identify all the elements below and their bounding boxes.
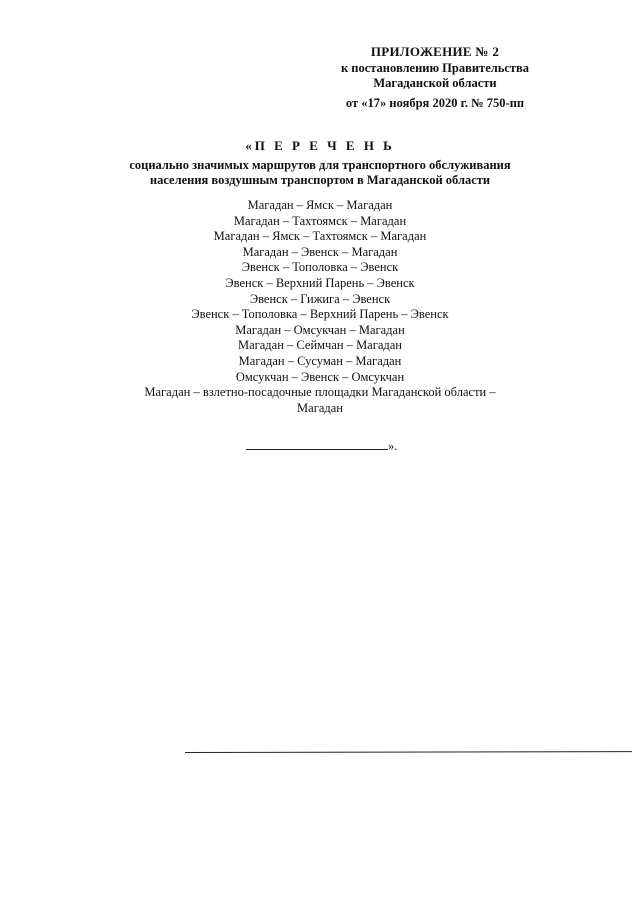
route-item: Магадан – Омсукчан – Магадан (235, 322, 405, 337)
closing-quote: ». (388, 439, 398, 453)
heading-subtitle-line-1: социально значимых маршрутов для транспортного обслуживания (129, 158, 511, 172)
heading-subtitle-line-2: населения воздушным транспортом в Магаданской области (149, 173, 491, 187)
route-item: Магадан – Сусуман – Магадан (238, 353, 402, 368)
appendix-date-line: от «17» ноября 2020 г. № 750-пп (345, 96, 525, 110)
route-item: Магадан (297, 400, 343, 415)
route-item: Магадан – Тахтоямск – Магадан (233, 213, 407, 228)
route-item: Магадан – Эвенск – Магадан (242, 244, 398, 259)
appendix-line-region: Магаданской области (373, 76, 497, 90)
route-item: Эвенск – Тополовка – Эвенск (241, 260, 399, 275)
route-item: Магадан – Сеймчан – Магадан (237, 338, 403, 353)
route-item: Эвенск – Верхний Парень – Эвенск (225, 275, 415, 290)
route-list (60, 198, 580, 416)
appendix-line-resolution: к постановлению Правительства (340, 61, 530, 75)
closing-underline (246, 438, 388, 450)
bottom-divider-line (185, 751, 632, 753)
appendix-header (290, 44, 580, 111)
route-item: Эвенск – Тополовка – Верхний Парень – Эвенск (191, 307, 449, 322)
route-item: Омсукчан – Эвенск – Омсукчан (235, 369, 405, 384)
document-heading (60, 138, 580, 188)
appendix-title: ПРИЛОЖЕНИЕ № 2 (370, 44, 500, 59)
heading-title: «П Е Р Е Ч Е Н Ь (245, 138, 395, 153)
route-item: Эвенск – Гижига – Эвенск (249, 291, 391, 306)
route-item: Магадан – Ямск – Магадан (247, 198, 393, 212)
route-item: Магадан – Ямск – Тахтоямск – Магадан (213, 229, 427, 244)
route-item: Магадан – взлетно-посадочные площадки Магаданской области – (144, 385, 496, 400)
closing-mark (246, 438, 397, 454)
